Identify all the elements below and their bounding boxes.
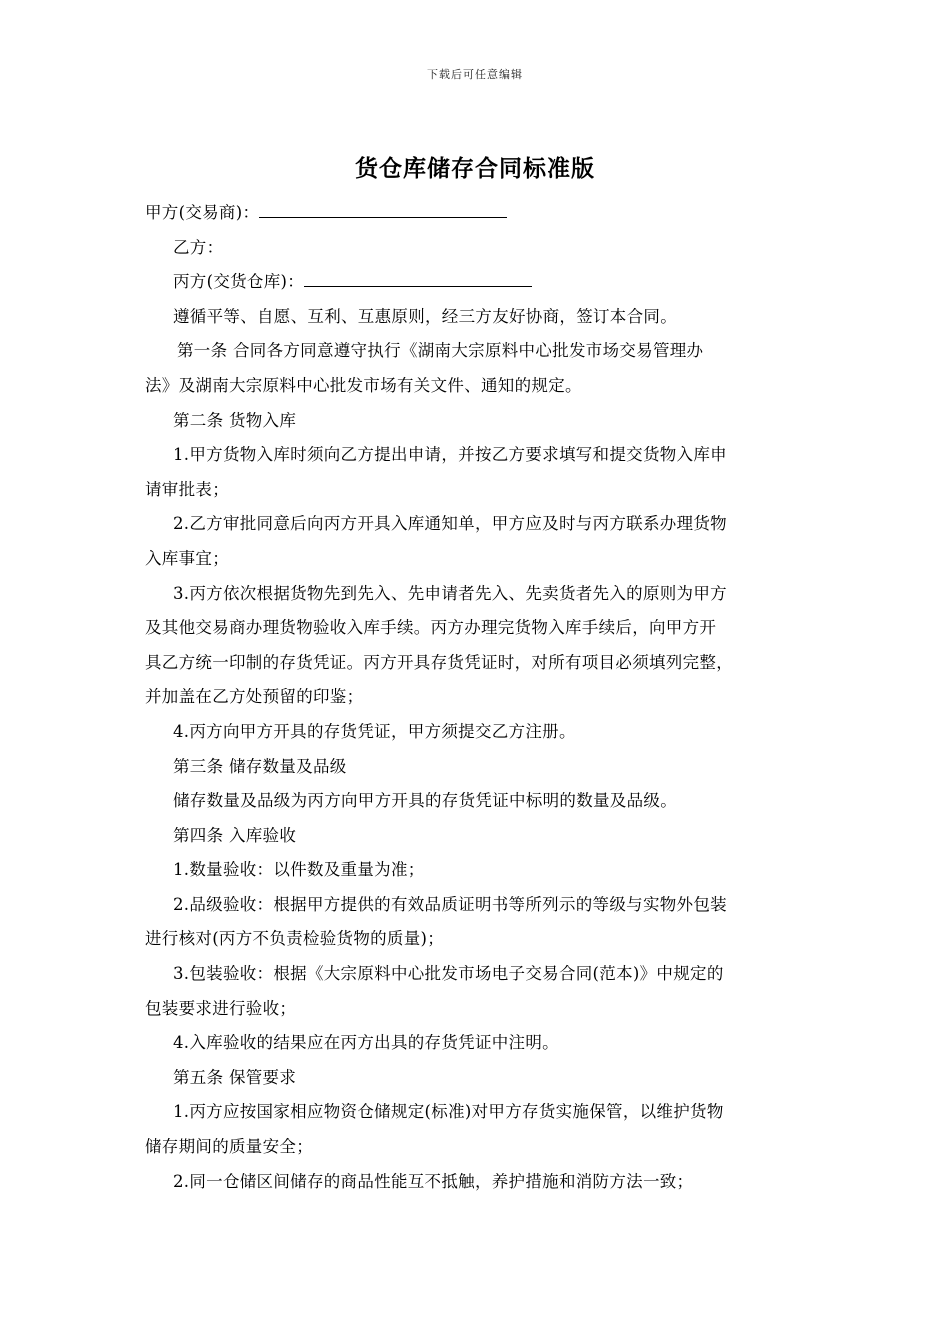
clause-line: 2.同一仓储区间储存的商品性能互不抵触，养护措施和消防方法一致； <box>173 1171 694 1191</box>
document-title: 货仓库储存合同标准版 <box>355 155 595 182</box>
clause-line: 请审批表； <box>145 479 229 499</box>
clause-line: 3.丙方依次根据货物先到先入、先申请者先入、先卖货者先入的原则为甲方 <box>173 583 727 603</box>
clause-line: 3.包装验收：根据《大宗原料中心批发市场电子交易合同(范本)》中规定的 <box>173 964 724 984</box>
clause-line: 4.丙方向甲方开具的存货凭证，甲方须提交乙方注册。 <box>173 721 576 741</box>
clause-line: 及其他交易商办理货物验收入库手续。丙方办理完货物入库手续后，向甲方开 <box>145 618 717 638</box>
party-c-blank[interactable] <box>304 268 532 287</box>
section-heading: 第三条 储存数量及品级 <box>173 756 347 776</box>
clause-line: 2.品级验收：根据甲方提供的有效品质证明书等所列示的等级与实物外包装 <box>173 894 727 914</box>
clause-line: 法》及湖南大宗原料中心批发市场有关文件、通知的规定。 <box>145 375 582 395</box>
section-heading: 第二条 货物入库 <box>173 410 297 430</box>
clause-line: 储存期间的质量安全； <box>145 1137 313 1157</box>
party-b-label: 乙方： <box>173 237 224 257</box>
clause-line: 2.乙方审批同意后向丙方开具入库通知单，甲方应及时与丙方联系办理货物 <box>173 514 727 534</box>
party-c-line <box>145 265 825 300</box>
clause-line: 并加盖在乙方处预留的印鉴； <box>145 687 364 707</box>
intro-paragraph: 遵循平等、自愿、互利、互惠原则，经三方友好协商，签订本合同。 <box>173 306 677 326</box>
party-b-line <box>145 231 825 266</box>
section-heading: 第五条 保管要求 <box>173 1067 297 1087</box>
party-a-label: 甲方(交易商)： <box>145 203 260 222</box>
clause-line: 1.甲方货物入库时须向乙方提出申请，并按乙方要求填写和提交货物入库申 <box>173 445 727 465</box>
party-a-blank[interactable] <box>259 199 507 218</box>
clause-line: 进行核对(丙方不负责检验货物的质量)； <box>145 929 445 949</box>
clause-line: 第一条 合同各方同意遵守执行《湖南大宗原料中心批发市场交易管理办 <box>177 341 704 361</box>
clause-line: 1.数量验收：以件数及重量为准； <box>173 860 425 880</box>
clause-line: 具乙方统一印制的存货凭证。丙方开具存货凭证时，对所有项目必须填列完整， <box>145 652 733 672</box>
clause-line: 储存数量及品级为丙方向甲方开具的存货凭证中标明的数量及品级。 <box>173 791 677 811</box>
clause-line: 4.入库验收的结果应在丙方出具的存货凭证中注明。 <box>173 1033 559 1053</box>
party-c-label: 丙方(交货仓库)： <box>173 272 305 292</box>
clause-line: 1.丙方应按国家相应物资仓储规定(标准)对甲方存货实施保管，以维护货物 <box>173 1102 724 1122</box>
clause-line: 入库事宜； <box>145 548 229 568</box>
party-a-line <box>145 196 825 231</box>
document-body <box>145 196 825 1199</box>
header-note: 下载后可任意编辑 <box>427 68 523 81</box>
clause-line: 包装要求进行验收； <box>145 998 297 1018</box>
section-heading: 第四条 入库验收 <box>173 825 297 845</box>
